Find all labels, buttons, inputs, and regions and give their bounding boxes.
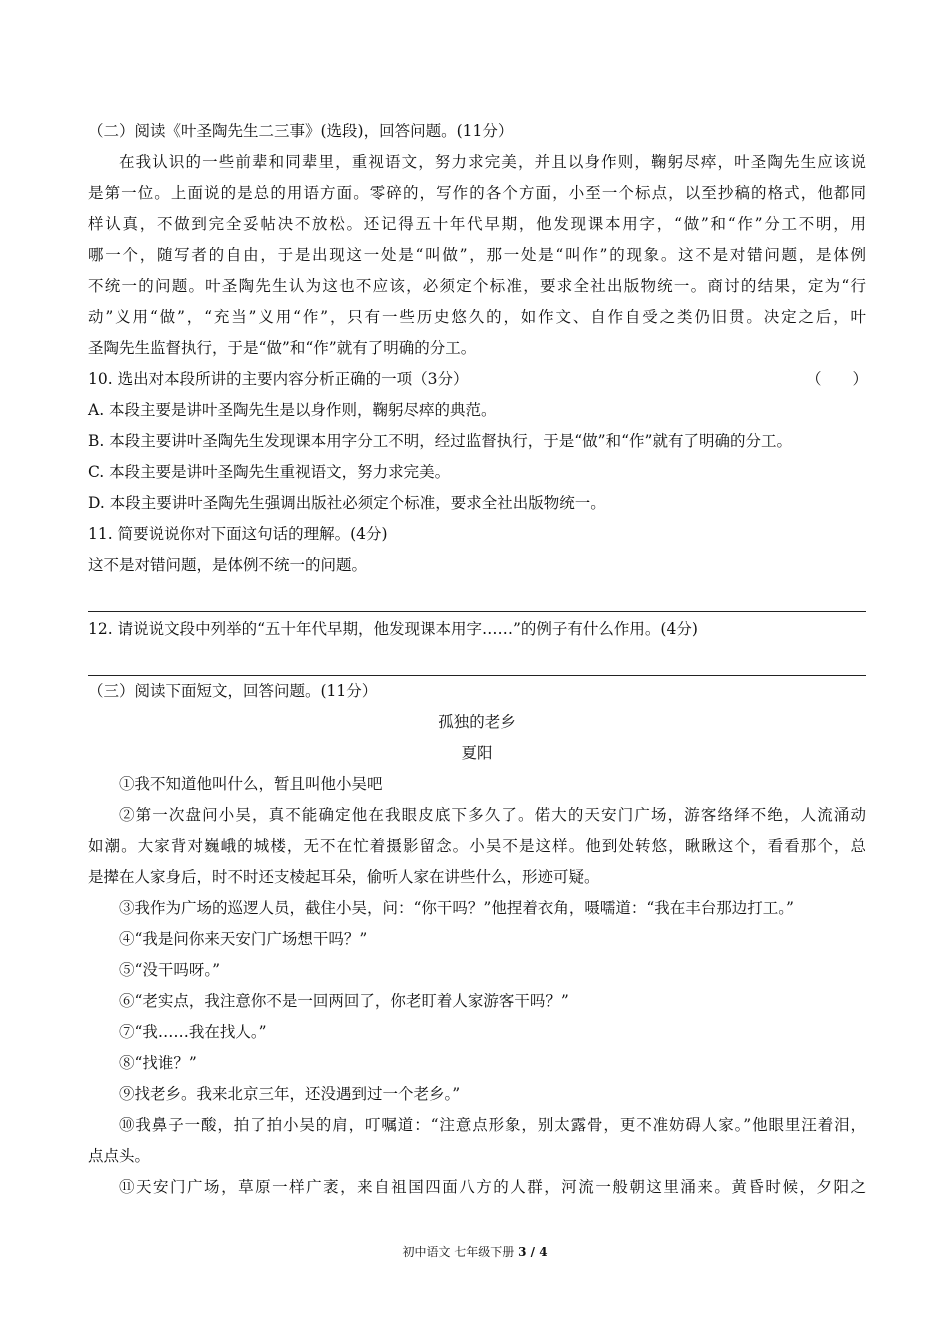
page-footer [0, 1243, 950, 1260]
passage-line: 圣陶先生监督执行，于是“做”和“作”就有了明确的分工。 [88, 339, 477, 357]
question-11-quote: 这不是对错问题，是体例不统一的问题。 [88, 556, 368, 574]
story-paragraph [88, 1110, 866, 1172]
section2-heading: （二）阅读《叶圣陶先生二三事》(选段)，回答问题。(11分） [88, 122, 514, 140]
story-line: 是撵在人家身后，时不时还支棱起耳朵，偷听人家在讲些什么，形迹可疑。 [88, 868, 600, 886]
section2-passage [88, 147, 866, 364]
passage-line: 动”义用“做”，“充当”义用“作”，只有一些历史悠久的，如作文、自作自受之类仍旧贯。决定之后，叶 [88, 308, 866, 326]
story-paragraph: ⑥“老实点，我注意你不是一回两回了，你老盯着人家游客干吗？” [119, 992, 569, 1010]
question-10-option-d: D. 本段主要讲叶圣陶先生强调出版社必须定个标准，要求全社出版物统一。 [88, 494, 606, 512]
passage-line: 哪一个，随写者的自由，于是出现这一处是“叫做”，那一处是“叫作”的现象。这不是对错问题，是体例 [88, 246, 866, 264]
footer-label: 初中语文 七年级下册 [402, 1245, 515, 1259]
question-10-stem: 10. 选出对本段所讲的主要内容分析正确的一项（3分） [88, 370, 469, 388]
story-line: ②第一次盘问小吴，真不能确定他在我眼皮底下多久了。偌大的天安门广场，游客络绎不绝，人流涌动 [119, 806, 866, 824]
story-paragraph: ①我不知道他叫什么，暂且叫他小吴吧 [119, 775, 383, 793]
question-10-answer-paren[interactable]: （ ） [806, 370, 869, 388]
story-line: 如潮。大家背对巍峨的城楼，无不在忙着摄影留念。小吴不是这样。他到处转悠，瞅瞅这个，看看那个，总 [88, 837, 866, 855]
story-paragraph [88, 800, 866, 893]
question-12-stem: 12. 请说说文段中列举的“五十年代早期，他发现课本用字……”的例子有什么作用。(4分) [88, 620, 698, 638]
story-author: 夏阳 [461, 744, 493, 762]
passage-line: 不统一的问题。叶圣陶先生认为这也不应该，必须定个标准，要求全社出版物统一。商讨的结果，定为“行 [88, 277, 866, 295]
story-paragraph: ⑧“找谁？” [119, 1054, 197, 1072]
story-paragraph: ③我作为广场的巡逻人员，截住小吴，问：“你干吗？”他捏着衣角，嗫嚅道：“我在丰台那边打工。” [119, 899, 794, 917]
story-line: ⑩我鼻子一酸，拍了拍小吴的肩，叮嘱道：“注意点形象，别太露骨，更不准妨碍人家。”他眼里汪着泪， [119, 1116, 866, 1134]
question-12-answer-line[interactable] [88, 645, 866, 676]
section3-heading: （三）阅读下面短文，回答问题。(11分） [88, 682, 378, 700]
passage-line: 样认真，不做到完全妥帖决不放松。还记得五十年代早期，他发现课本用字，“做”和“作”分工不明，用 [88, 215, 866, 233]
question-10-option-b: B. 本段主要讲叶圣陶先生发现课本用字分工不明，经过监督执行，于是“做”和“作”就有了明确的分工。 [88, 432, 792, 450]
exam-page [88, 116, 869, 1203]
question-11-answer-line[interactable] [88, 581, 866, 612]
footer-page-number: 3 / 4 [518, 1245, 548, 1259]
story-title: 孤独的老乡 [438, 713, 516, 731]
passage-line: 是第一位。上面说的是总的用语方面。零碎的，写作的各个方面，小至一个标点，以至抄稿的格式，他都同 [88, 184, 866, 202]
story-paragraph: ④“我是问你来天安门广场想干吗？” [119, 930, 368, 948]
question-10-row [88, 364, 869, 395]
passage-line: 在我认识的一些前辈和同辈里，重视语文，努力求完美，并且以身作则，鞠躬尽瘁，叶圣陶先生应该说 [119, 153, 866, 171]
story-line: ⑪天安门广场，草原一样广袤，来自祖国四面八方的人群，河流一般朝这里涌来。黄昏时候，夕阳之 [119, 1178, 866, 1196]
story-paragraph: ⑤“没干吗呀。” [119, 961, 221, 979]
question-11-stem: 11. 简要说说你对下面这句话的理解。(4分) [88, 525, 388, 543]
story-paragraph: ⑨找老乡。我来北京三年，还没遇到过一个老乡。” [119, 1085, 461, 1103]
question-10-option-a: A. 本段主要是讲叶圣陶先生是以身作则，鞠躬尽瘁的典范。 [88, 401, 497, 419]
question-10-option-c: C. 本段主要是讲叶圣陶先生重视语文，努力求完美。 [88, 463, 451, 481]
story-paragraph [88, 1172, 866, 1203]
story-line: 点点头。 [88, 1147, 151, 1165]
story-paragraph: ⑦“我……我在找人。” [119, 1023, 267, 1041]
